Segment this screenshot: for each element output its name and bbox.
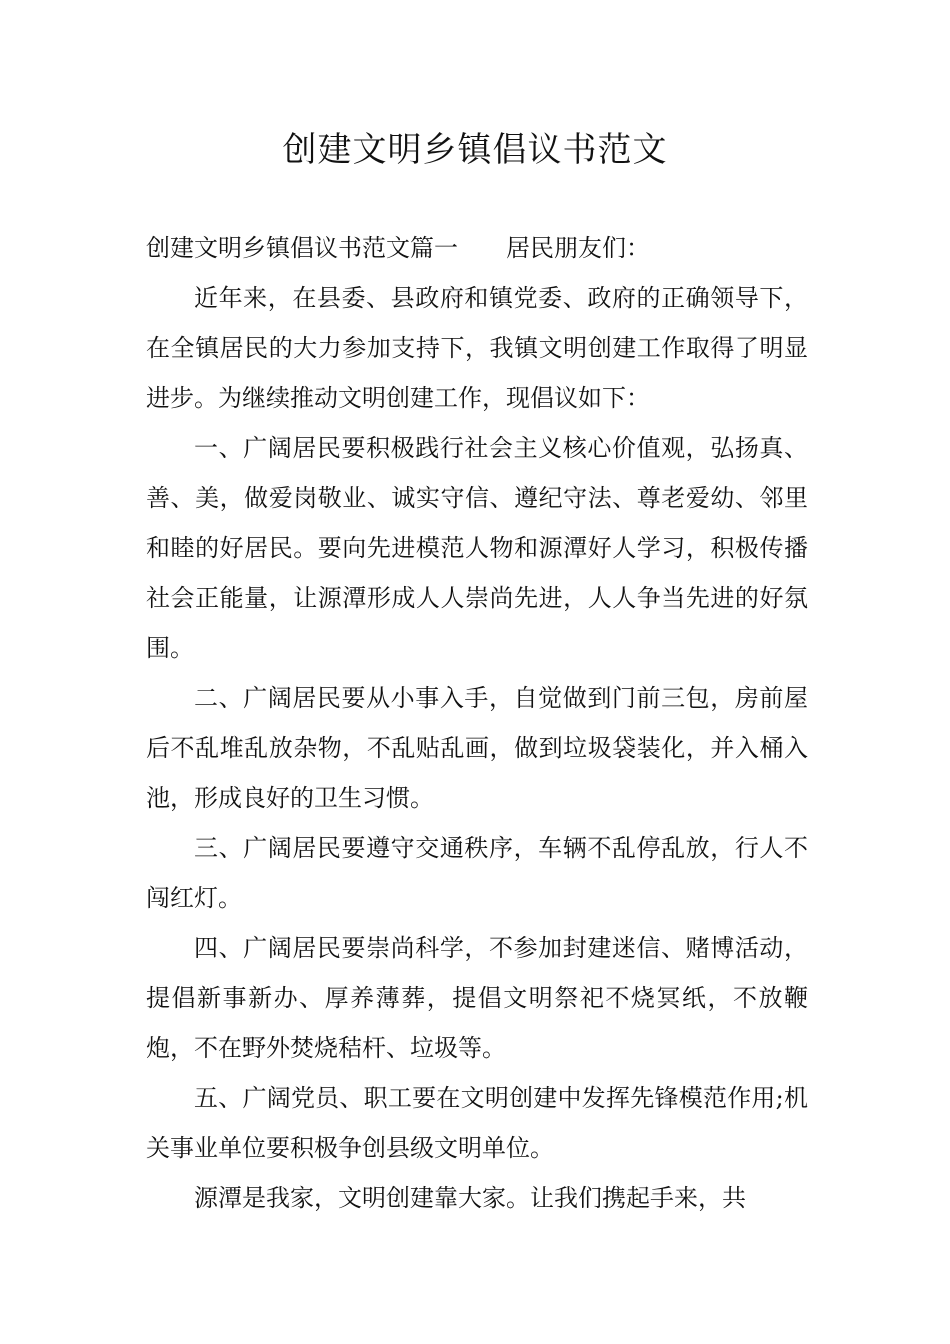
paragraph-closing: 源潭是我家，文明创建靠大家。让我们携起手来，共 (194, 1184, 746, 1212)
paragraph-item-4: 四、广阔居民要崇尚科学，不参加封建迷信、赌博活动，提倡新事新办、厚养薄葬，提倡文明祭祀不烧冥纸，不放鞭炮，不在野外焚烧秸杆、垃圾等。 (146, 934, 808, 1062)
paragraph-item-1: 一、广阔居民要积极践行社会主义核心价值观，弘扬真、善、美，做爱岗敬业、诚实守信、遵纪守法、尊老爱幼、邻里和睦的好居民。要向先进模范人物和源潭好人学习，积极传播社会正能量，让源潭形成人人崇尚先进，人人争当先进的好氛围。 (146, 434, 808, 662)
document-body (146, 223, 808, 1223)
intro-line (146, 223, 808, 273)
intro-heading: 创建文明乡镇倡议书范文篇一 (146, 234, 458, 262)
salutation: 居民朋友们： (506, 234, 650, 262)
document-title: 创建文明乡镇倡议书范文 (282, 130, 668, 170)
paragraph-intro: 近年来，在县委、县政府和镇党委、政府的正确领导下，在全镇居民的大力参加支持下，我镇文明创建工作取得了明显进步。为继续推动文明创建工作，现倡议如下： (146, 284, 808, 412)
paragraph-item-5: 五、广阔党员、职工要在文明创建中发挥先锋模范作用;机关事业单位要积极争创县级文明单位。 (146, 1084, 808, 1162)
paragraph-item-2: 二、广阔居民要从小事入手，自觉做到门前三包，房前屋后不乱堆乱放杂物，不乱贴乱画，做到垃圾袋装化，并入桶入池，形成良好的卫生习惯。 (146, 684, 808, 812)
paragraph-item-3: 三、广阔居民要遵守交通秩序，车辆不乱停乱放，行人不闯红灯。 (146, 834, 808, 912)
